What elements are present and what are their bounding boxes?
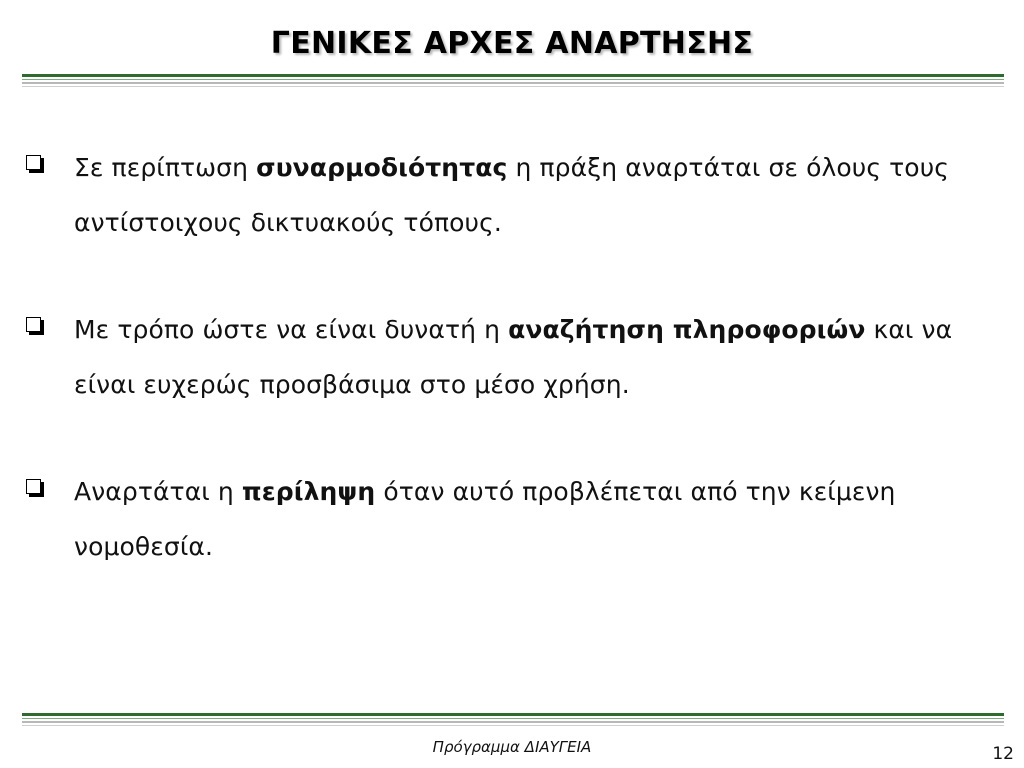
checkbox-square-icon [26, 155, 41, 170]
bullet-text: η πράξη αναρτάται σε όλους τους αντίστοιχους δικτυακούς τόπους. [74, 153, 950, 237]
bullet-text: Σε περίπτωση [74, 153, 257, 182]
bullet-text: Αναρτάται η [74, 477, 242, 506]
bullet-bold-text: συναρμοδιότητας [256, 153, 508, 182]
bullet-bold-text: περίληψη [241, 477, 376, 506]
bullet-list [24, 140, 1004, 574]
footer-divider [22, 713, 1004, 728]
bullet-bold-text: αναζήτηση πληροφοριών [508, 315, 866, 344]
bullet-item [24, 140, 1004, 250]
bullet-text: και να είναι ευχερώς προσβάσιμα στο μέσο χρήση. [74, 315, 953, 399]
bullet-item [24, 464, 1004, 574]
title-divider [22, 74, 1004, 89]
page-number: 12 [992, 744, 1014, 764]
checkbox-square-icon [26, 317, 41, 332]
bullet-item [24, 302, 1004, 412]
slide-title: ΓΕΝΙΚΕΣ ΑΡΧΕΣ ΑΝΑΡΤΗΣΗΣ [270, 26, 754, 61]
footer-text: Πρόγραμμα ΔΙΑΥΓΕΙΑ [432, 738, 592, 756]
bullet-text: Με τρόπο ώστε να είναι δυνατή η [74, 315, 509, 344]
bullet-text: όταν αυτό προβλέπεται από την κείμενη νομοθεσία. [74, 477, 896, 561]
checkbox-square-icon [26, 479, 41, 494]
